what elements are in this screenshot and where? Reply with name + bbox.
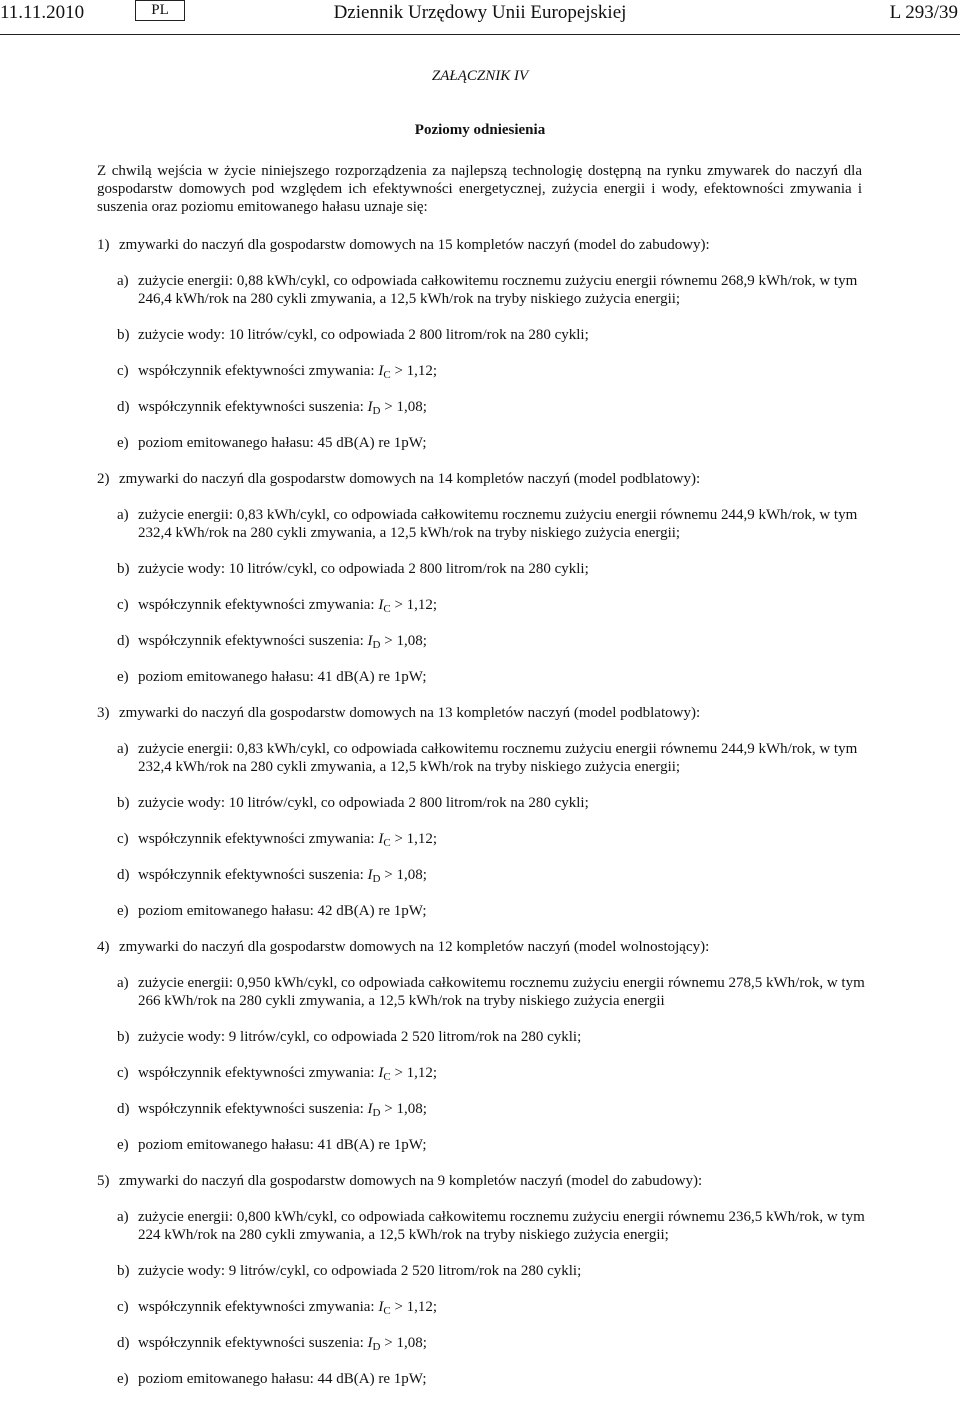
energy-consumption-item <box>117 1208 867 1244</box>
energy-consumption-text: zużycie energii: 0,83 kWh/cykl, co odpowiada całkowitemu rocznemu zużyciu energii równemu 244,9 kWh/rok, w tym 232,4 kWh/rok na 280 cykli zmywania, a 12,5 kWh/rok na tryby niskiego zużycia energii; <box>138 507 858 541</box>
drying-index-subscript: D <box>372 1341 381 1353</box>
drying-index-symbol: I <box>367 867 373 883</box>
drying-index-value: > 1,08; <box>384 633 427 649</box>
drying-index-symbol: I <box>367 633 373 649</box>
cleaning-index-label: współczynnik efektywności zmywania: <box>138 831 375 847</box>
energy-consumption-text: zużycie energii: 0,950 kWh/cykl, co odpowiada całkowitemu rocznemu zużyciu energii równemu 278,5 kWh/rok, w tym 266 kWh/rok na 280 cykli zmywania, a 12,5 kWh/rok na tryby niskiego zużycia energii <box>138 975 865 1009</box>
item-letter: b) <box>117 1263 130 1279</box>
energy-consumption-item <box>117 506 867 542</box>
drying-index-value: > 1,08; <box>384 1335 427 1351</box>
noise-level-item <box>117 902 867 920</box>
water-consumption-text: zużycie wody: 10 litrów/cykl, co odpowiada 2 800 litrom/rok na 280 cykli; <box>138 327 589 343</box>
item-letter: c) <box>117 1065 129 1081</box>
energy-consumption-item <box>117 272 867 308</box>
publication-date: 11.11.2010 <box>0 2 85 23</box>
category-number: 4) <box>97 939 110 955</box>
item-letter: e) <box>117 669 129 685</box>
item-letter: b) <box>117 327 130 343</box>
section-title: Poziomy odniesienia <box>414 122 546 138</box>
item-letter: b) <box>117 1029 130 1045</box>
dishwasher-category <box>97 236 867 452</box>
category-heading <box>97 938 867 956</box>
energy-consumption-text: zużycie energii: 0,800 kWh/cykl, co odpowiada całkowitemu rocznemu zużyciu energii równemu 236,5 kWh/rok, w tym 224 kWh/rok na 280 cykli zmywania, a 12,5 kWh/rok na tryby niskiego zużycia energii; <box>138 1209 865 1243</box>
cleaning-index-symbol: I <box>378 831 384 847</box>
item-letter: e) <box>117 1137 129 1153</box>
cleaning-index-label: współczynnik efektywności zmywania: <box>138 597 375 613</box>
item-letter: d) <box>117 1101 130 1117</box>
drying-index-item <box>117 866 867 884</box>
cleaning-index-label: współczynnik efektywności zmywania: <box>138 363 375 379</box>
drying-index-label: współczynnik efektywności suszenia: <box>138 633 364 649</box>
category-heading-text: zmywarki do naczyń dla gospodarstw domowych na 13 kompletów naczyń (model podblatowy): <box>119 705 701 721</box>
water-consumption-text: zużycie wody: 9 litrów/cykl, co odpowiada 2 520 litrom/rok na 280 cykli; <box>138 1263 582 1279</box>
dishwasher-category <box>97 704 867 920</box>
item-letter: e) <box>117 1371 129 1387</box>
category-number: 5) <box>97 1173 110 1189</box>
water-consumption-text: zużycie wody: 10 litrów/cykl, co odpowiada 2 800 litrom/rok na 280 cykli; <box>138 561 589 577</box>
cleaning-index-item <box>117 1298 867 1316</box>
reference-levels-list <box>97 236 867 1406</box>
item-letter: d) <box>117 867 130 883</box>
item-letter: e) <box>117 903 129 919</box>
drying-index-item <box>117 1334 867 1352</box>
item-letter: e) <box>117 435 129 451</box>
drying-index-symbol: I <box>367 1335 373 1351</box>
noise-level-item <box>117 434 867 452</box>
cleaning-index-subscript: C <box>383 1071 391 1083</box>
item-letter: a) <box>117 507 129 523</box>
category-requirements <box>117 974 867 1154</box>
water-consumption-item <box>117 794 867 812</box>
item-letter: a) <box>117 1209 129 1225</box>
category-heading-text: zmywarki do naczyń dla gospodarstw domowych na 12 kompletów naczyń (model wolnostojący): <box>119 939 710 955</box>
drying-index-label: współczynnik efektywności suszenia: <box>138 399 364 415</box>
category-requirements <box>117 272 867 452</box>
dishwasher-category <box>97 470 867 686</box>
page-reference: L 293/39 <box>889 2 958 23</box>
drying-index-label: współczynnik efektywności suszenia: <box>138 1101 364 1117</box>
category-requirements <box>117 506 867 686</box>
noise-level-item <box>117 668 867 686</box>
cleaning-index-value: > 1,12; <box>394 1065 438 1081</box>
noise-level-text: poziom emitowanego hałasu: 42 dB(A) re 1pW; <box>138 903 427 919</box>
drying-index-item <box>117 1100 867 1118</box>
drying-index-value: > 1,08; <box>384 867 427 883</box>
drying-index-subscript: D <box>372 405 381 417</box>
category-heading-text: zmywarki do naczyń dla gospodarstw domowych na 15 kompletów naczyń (model do zabudowy): <box>119 237 710 253</box>
water-consumption-text: zużycie wody: 9 litrów/cykl, co odpowiada 2 520 litrom/rok na 280 cykli; <box>138 1029 582 1045</box>
cleaning-index-value: > 1,12; <box>394 831 438 847</box>
noise-level-item <box>117 1370 867 1388</box>
category-requirements <box>117 1208 867 1388</box>
item-letter: d) <box>117 399 130 415</box>
category-heading <box>97 704 867 722</box>
energy-consumption-text: zużycie energii: 0,83 kWh/cykl, co odpowiada całkowitemu rocznemu zużyciu energii równemu 244,9 kWh/rok, w tym 232,4 kWh/rok na 280 cykli zmywania, a 12,5 kWh/rok na tryby niskiego zużycia energii; <box>138 741 858 775</box>
cleaning-index-item <box>117 362 867 380</box>
category-heading <box>97 236 867 254</box>
page-header <box>0 0 960 35</box>
noise-level-item <box>117 1136 867 1154</box>
cleaning-index-value: > 1,12; <box>394 363 438 379</box>
drying-index-value: > 1,08; <box>384 1101 427 1117</box>
noise-level-text: poziom emitowanego hałasu: 45 dB(A) re 1pW; <box>138 435 427 451</box>
cleaning-index-label: współczynnik efektywności zmywania: <box>138 1299 375 1315</box>
annex-label: ZAŁĄCZNIK IV <box>431 68 529 84</box>
item-letter: b) <box>117 561 130 577</box>
water-consumption-item <box>117 560 867 578</box>
drying-index-label: współczynnik efektywności suszenia: <box>138 1335 364 1351</box>
cleaning-index-subscript: C <box>383 369 391 381</box>
cleaning-index-label: współczynnik efektywności zmywania: <box>138 1065 375 1081</box>
item-letter: c) <box>117 597 129 613</box>
cleaning-index-item <box>117 1064 867 1082</box>
item-letter: d) <box>117 633 130 649</box>
drying-index-symbol: I <box>367 399 373 415</box>
language-badge: PL <box>135 0 185 21</box>
drying-index-symbol: I <box>367 1101 373 1117</box>
drying-index-item <box>117 632 867 650</box>
intro-text: Z chwilą wejścia w życie niniejszego rozporządzenia za najlepszą technologię dostępną na rynku zmywarek do naczyń dla gospodarstw domowych pod względem ich efektywności energetycznej, zużycia energii i wody, efektowności zmywania i suszenia oraz poziomu emitowanego hałasu uznaje się: <box>97 163 862 215</box>
item-letter: a) <box>117 975 129 991</box>
cleaning-index-subscript: C <box>383 837 391 849</box>
drying-index-label: współczynnik efektywności suszenia: <box>138 867 364 883</box>
category-number: 2) <box>97 471 110 487</box>
item-letter: a) <box>117 741 129 757</box>
category-number: 3) <box>97 705 110 721</box>
dishwasher-category <box>97 938 867 1154</box>
energy-consumption-item <box>117 740 867 776</box>
cleaning-index-value: > 1,12; <box>394 1299 438 1315</box>
water-consumption-text: zużycie wody: 10 litrów/cykl, co odpowiada 2 800 litrom/rok na 280 cykli; <box>138 795 589 811</box>
water-consumption-item <box>117 1262 867 1280</box>
cleaning-index-item <box>117 830 867 848</box>
energy-consumption-text: zużycie energii: 0,88 kWh/cykl, co odpowiada całkowitemu rocznemu zużyciu energii równemu 268,9 kWh/rok, w tym 246,4 kWh/rok na 280 cykli zmywania, a 12,5 kWh/rok na tryby niskiego zużycia energii; <box>138 273 858 307</box>
intro-paragraph <box>97 162 862 216</box>
category-requirements <box>117 740 867 920</box>
cleaning-index-symbol: I <box>378 1299 384 1315</box>
cleaning-index-item <box>117 596 867 614</box>
drying-index-subscript: D <box>372 873 381 885</box>
cleaning-index-subscript: C <box>383 1305 391 1317</box>
drying-index-item <box>117 398 867 416</box>
noise-level-text: poziom emitowanego hałasu: 41 dB(A) re 1pW; <box>138 669 427 685</box>
journal-title: Dziennik Urzędowy Unii Europejskiej <box>333 2 627 23</box>
cleaning-index-symbol: I <box>378 1065 384 1081</box>
dishwasher-category <box>97 1172 867 1388</box>
drying-index-subscript: D <box>372 639 381 651</box>
item-letter: c) <box>117 831 129 847</box>
cleaning-index-symbol: I <box>378 597 384 613</box>
drying-index-value: > 1,08; <box>384 399 427 415</box>
noise-level-text: poziom emitowanego hałasu: 41 dB(A) re 1pW; <box>138 1137 427 1153</box>
category-heading <box>97 1172 867 1190</box>
noise-level-text: poziom emitowanego hałasu: 44 dB(A) re 1pW; <box>138 1371 427 1387</box>
cleaning-index-symbol: I <box>378 363 384 379</box>
category-heading-text: zmywarki do naczyń dla gospodarstw domowych na 9 kompletów naczyń (model do zabudowy): <box>119 1173 703 1189</box>
category-heading <box>97 470 867 488</box>
water-consumption-item <box>117 1028 867 1046</box>
item-letter: b) <box>117 795 130 811</box>
water-consumption-item <box>117 326 867 344</box>
item-letter: a) <box>117 273 129 289</box>
item-letter: d) <box>117 1335 130 1351</box>
cleaning-index-subscript: C <box>383 603 391 615</box>
cleaning-index-value: > 1,12; <box>394 597 438 613</box>
category-number: 1) <box>97 237 110 253</box>
energy-consumption-item <box>117 974 867 1010</box>
category-heading-text: zmywarki do naczyń dla gospodarstw domowych na 14 kompletów naczyń (model podblatowy): <box>119 471 701 487</box>
item-letter: c) <box>117 1299 129 1315</box>
drying-index-subscript: D <box>372 1107 381 1119</box>
item-letter: c) <box>117 363 129 379</box>
